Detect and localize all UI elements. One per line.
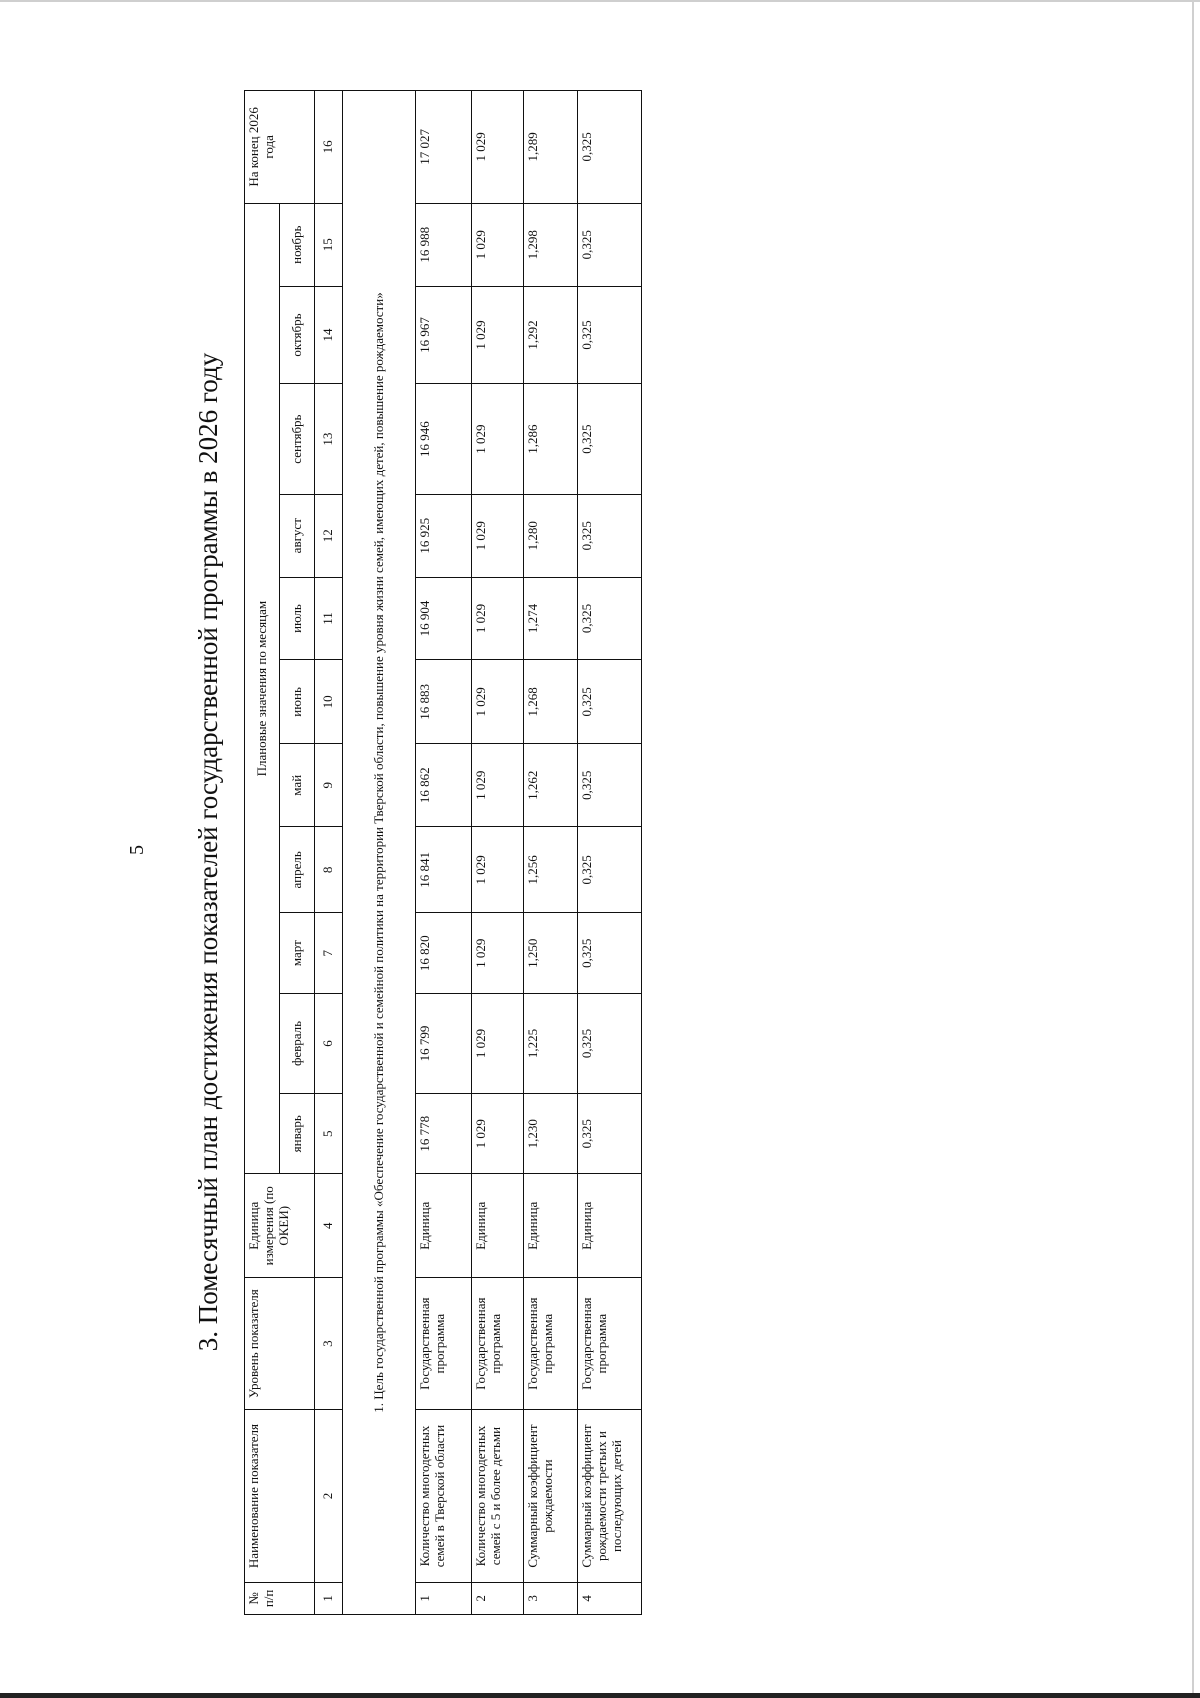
column-number: 16 <box>315 91 343 204</box>
goal-row <box>343 91 416 1615</box>
page-title: 3. Помесячный план достижения показателей государственной программы в 2026 году <box>193 352 223 1352</box>
header-month: август <box>280 494 315 577</box>
header-month: апрель <box>280 827 315 913</box>
row-value: 16 925 <box>416 494 472 577</box>
row-value: 0,325 <box>578 286 642 384</box>
row-level: Государственная программа <box>472 1278 524 1410</box>
header-month: июнь <box>280 660 315 744</box>
row-value: 1 029 <box>472 286 524 384</box>
row-value: 1,256 <box>524 827 578 913</box>
row-value: 1 029 <box>472 660 524 744</box>
column-number: 10 <box>315 660 343 744</box>
row-value: 16 946 <box>416 384 472 494</box>
column-number: 13 <box>315 384 343 494</box>
row-value: 16 883 <box>416 660 472 744</box>
row-value: 0,325 <box>578 660 642 744</box>
row-value: 1,230 <box>524 1094 578 1175</box>
column-number: 2 <box>315 1410 343 1583</box>
row-num: 4 <box>578 1582 642 1614</box>
header-month: январь <box>280 1094 315 1175</box>
column-number: 5 <box>315 1094 343 1175</box>
row-value: 1,250 <box>524 913 578 994</box>
row-value: 16 967 <box>416 286 472 384</box>
header-monthly-group: Плановые значения по месяцам <box>245 203 280 1174</box>
row-unit: Единица <box>416 1174 472 1278</box>
header-num: № п/п <box>245 1582 315 1614</box>
row-value: 0,325 <box>578 744 642 827</box>
row-value: 16 862 <box>416 744 472 827</box>
column-number-row <box>315 91 343 1615</box>
row-unit: Единица <box>524 1174 578 1278</box>
scan-edge-right <box>1192 0 1194 1698</box>
header-level: Уровень показателя <box>245 1278 315 1410</box>
plan-table-wrapper <box>244 90 627 1615</box>
row-value: 1 029 <box>472 494 524 577</box>
column-number: 12 <box>315 494 343 577</box>
monthly-plan-table <box>244 90 642 1615</box>
row-value: 16 778 <box>416 1094 472 1175</box>
row-value: 0,325 <box>578 384 642 494</box>
table-row <box>524 91 578 1615</box>
header-month: июль <box>280 577 315 660</box>
row-num: 3 <box>524 1582 578 1614</box>
column-number: 7 <box>315 913 343 994</box>
row-value: 16 799 <box>416 993 472 1093</box>
header-month: ноябрь <box>280 203 315 286</box>
row-value: 1,298 <box>524 203 578 286</box>
row-value: 16 841 <box>416 827 472 913</box>
row-value: 1 029 <box>472 577 524 660</box>
header-month: май <box>280 744 315 827</box>
table-row <box>578 91 642 1615</box>
row-value: 0,325 <box>578 203 642 286</box>
column-number: 4 <box>315 1174 343 1278</box>
row-value: 16 820 <box>416 913 472 994</box>
row-value: 1 029 <box>472 744 524 827</box>
row-value: 1,280 <box>524 494 578 577</box>
row-unit: Единица <box>472 1174 524 1278</box>
goal-text: 1. Цель государственной программы «Обеспечение государственной и семейной политики на территории Тверской области, повышение уровня жизни семей, имеющих детей, повышение рождаемости» <box>343 91 416 1615</box>
row-value: 1,286 <box>524 384 578 494</box>
row-value: 0,325 <box>578 993 642 1093</box>
row-value: 1 029 <box>472 203 524 286</box>
row-indicator-name: Суммарный коэффициент рождаемости третьих и последующих детей <box>578 1410 642 1583</box>
row-num: 2 <box>472 1582 524 1614</box>
row-level: Государственная программа <box>416 1278 472 1410</box>
row-value: 1 029 <box>472 827 524 913</box>
row-value: 0,325 <box>578 1094 642 1175</box>
header-month: март <box>280 913 315 994</box>
row-year-end: 1 029 <box>472 91 524 204</box>
row-value: 0,325 <box>578 494 642 577</box>
row-num: 1 <box>416 1582 472 1614</box>
row-value: 0,325 <box>578 577 642 660</box>
row-indicator-name: Суммарный коэффициент рождаемости <box>524 1410 578 1583</box>
row-indicator-name: Количество многодетных семей в Тверской области <box>416 1410 472 1583</box>
row-value: 1 029 <box>472 384 524 494</box>
row-value: 1 029 <box>472 1094 524 1175</box>
header-month: сентябрь <box>280 384 315 494</box>
column-number: 3 <box>315 1278 343 1410</box>
row-year-end: 0,325 <box>578 91 642 204</box>
row-indicator-name: Количество многодетных семей с 5 и более детьми <box>472 1410 524 1583</box>
header-unit: Единица измерения (по ОКЕИ) <box>245 1174 315 1278</box>
row-level: Государственная программа <box>524 1278 578 1410</box>
row-year-end: 1,289 <box>524 91 578 204</box>
header-row-1 <box>245 91 280 1615</box>
row-value: 0,325 <box>578 827 642 913</box>
table-row <box>472 91 524 1615</box>
row-value: 16 988 <box>416 203 472 286</box>
column-number: 9 <box>315 744 343 827</box>
row-value: 0,325 <box>578 913 642 994</box>
row-value: 16 904 <box>416 577 472 660</box>
row-value: 1,274 <box>524 577 578 660</box>
row-level: Государственная программа <box>578 1278 642 1410</box>
row-value: 1,268 <box>524 660 578 744</box>
row-year-end: 17 027 <box>416 91 472 204</box>
header-name: Наименование показателя <box>245 1410 315 1583</box>
header-month: октябрь <box>280 286 315 384</box>
column-number: 14 <box>315 286 343 384</box>
row-value: 1 029 <box>472 993 524 1093</box>
row-value: 1,225 <box>524 993 578 1093</box>
header-year-end: На конец 2026 года <box>245 91 315 204</box>
row-unit: Единица <box>578 1174 642 1278</box>
row-value: 1 029 <box>472 913 524 994</box>
row-value: 1,292 <box>524 286 578 384</box>
column-number: 8 <box>315 827 343 913</box>
column-number: 11 <box>315 577 343 660</box>
column-number: 6 <box>315 993 343 1093</box>
page-number: 5 <box>126 845 148 855</box>
scan-edge-bottom <box>0 1693 1200 1698</box>
column-number: 15 <box>315 203 343 286</box>
header-month: февраль <box>280 993 315 1093</box>
scan-edge-top <box>0 0 1200 2</box>
row-value: 1,262 <box>524 744 578 827</box>
column-number: 1 <box>315 1582 343 1614</box>
table-row <box>416 91 472 1615</box>
